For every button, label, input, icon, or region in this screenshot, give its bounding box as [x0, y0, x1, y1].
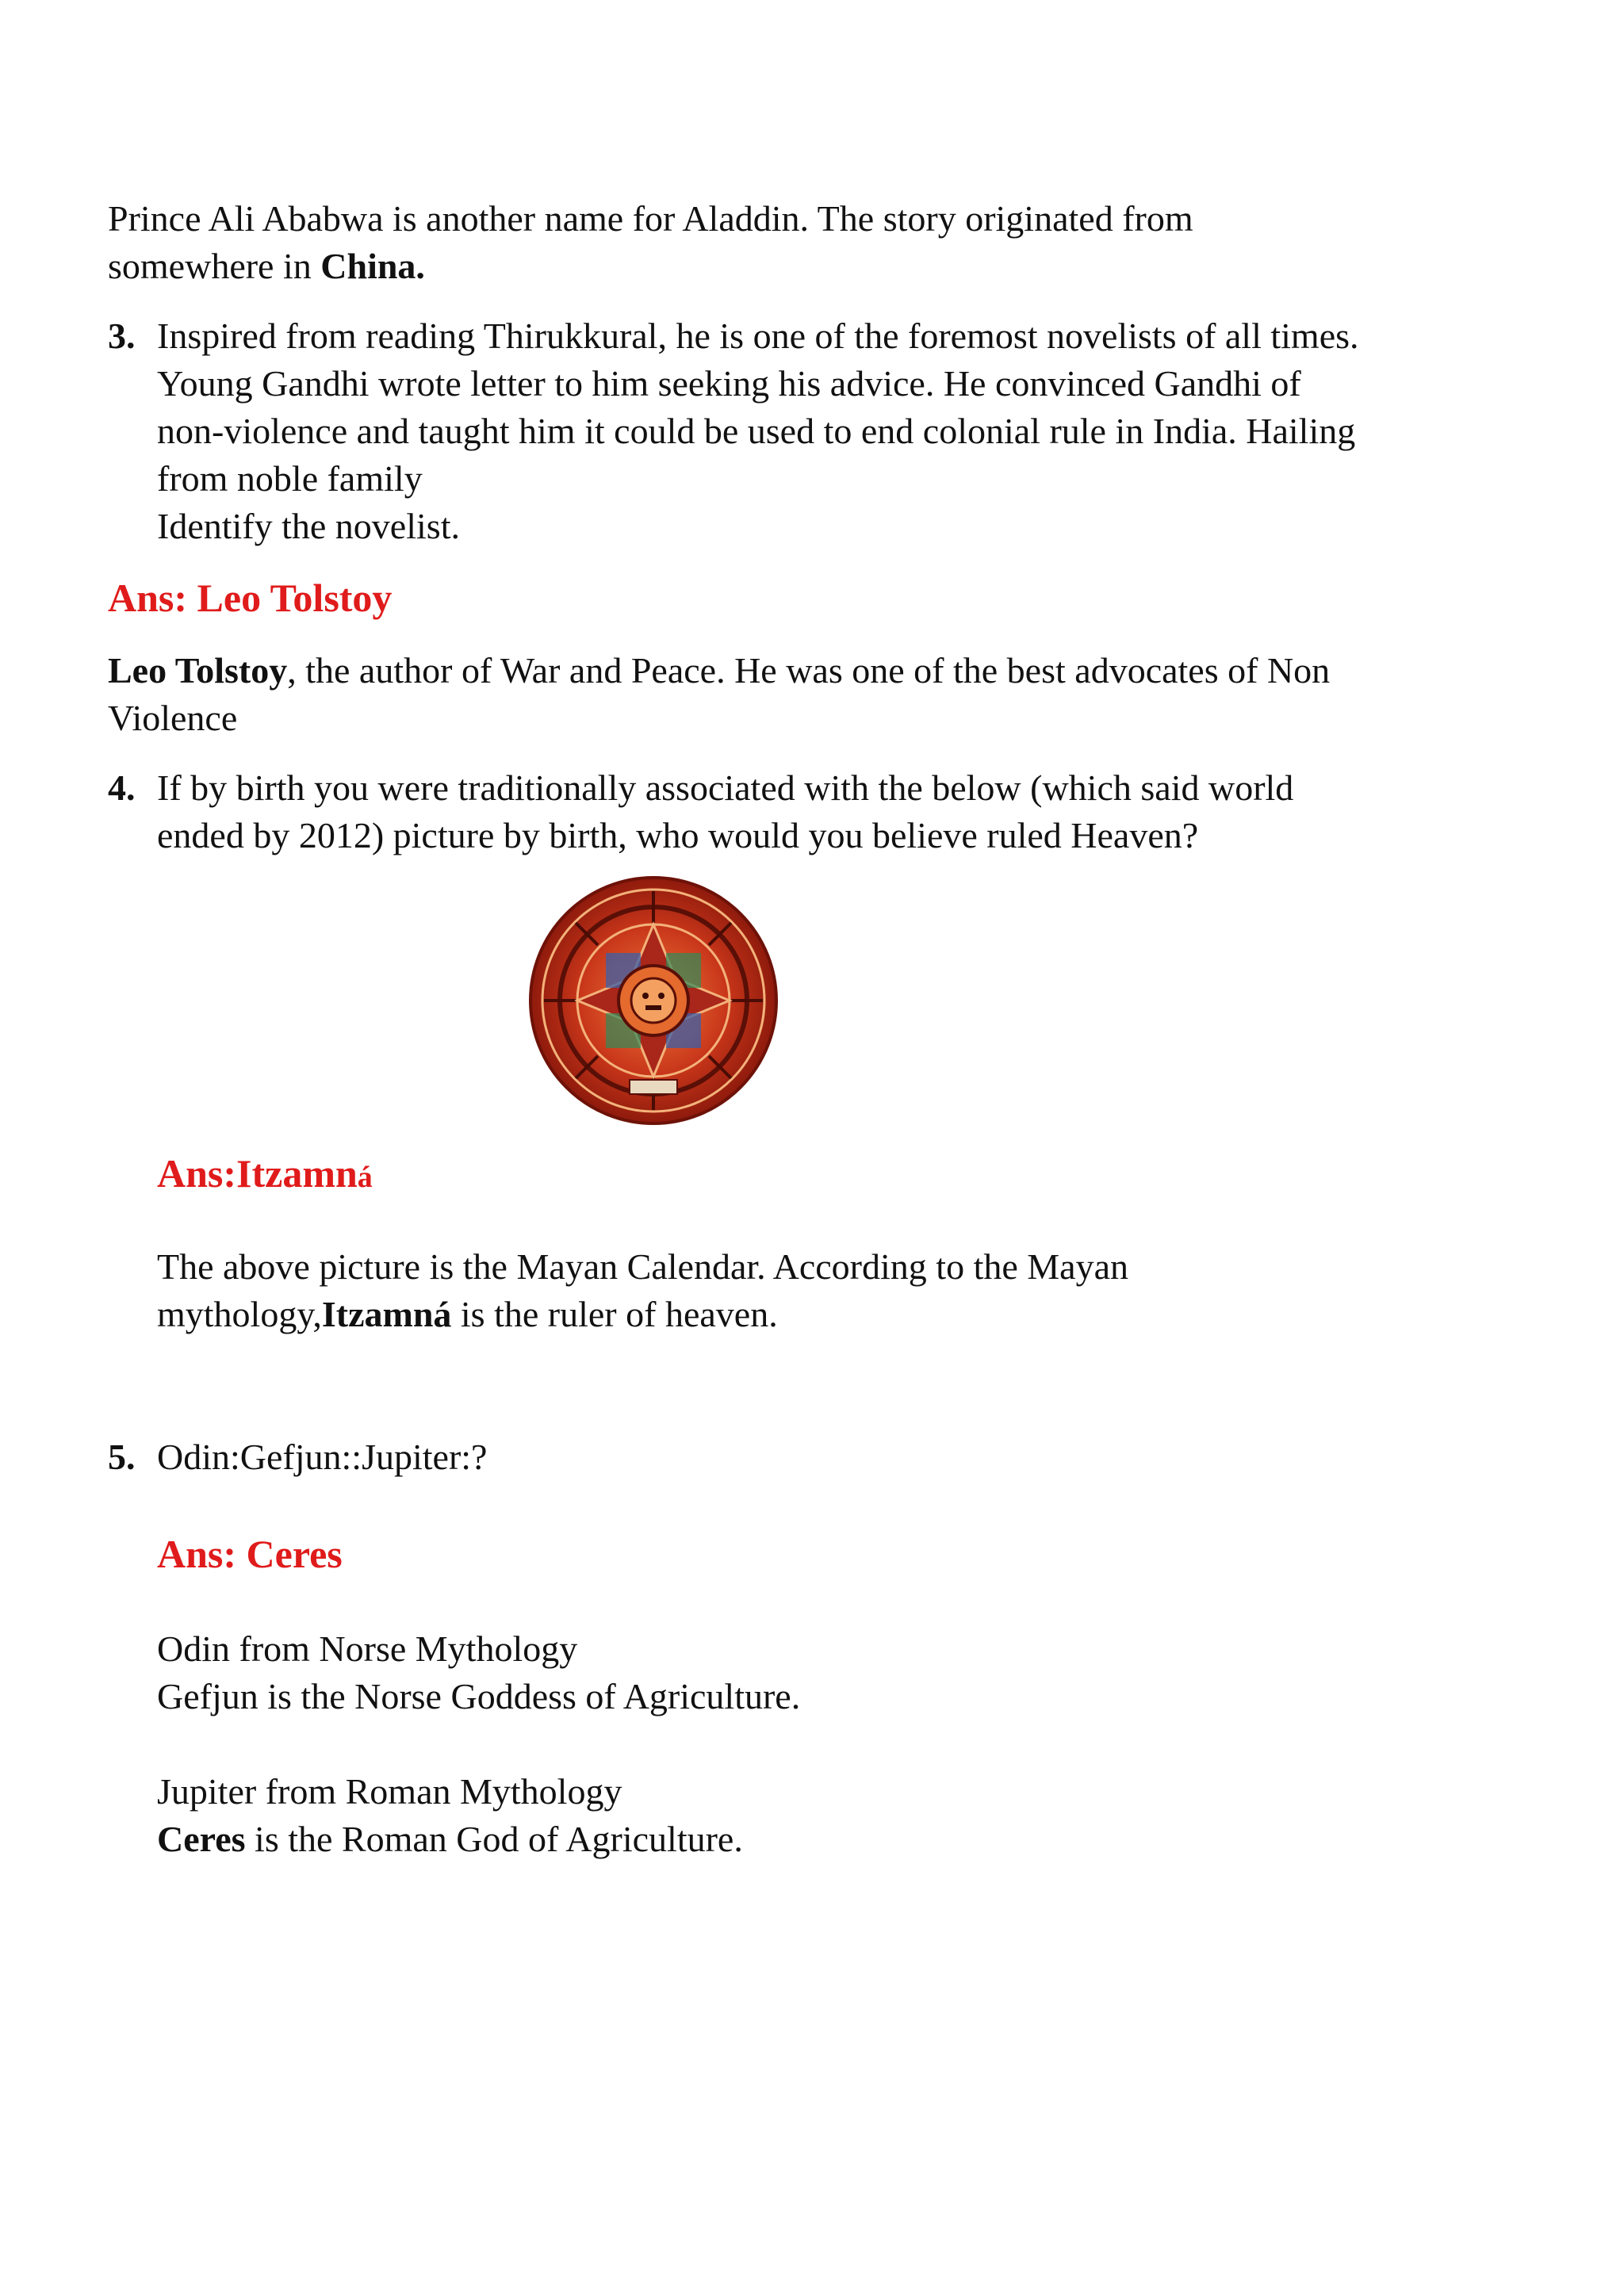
- question-3-number: 3.: [108, 316, 136, 356]
- explanation-5-post: is the Roman God of Agriculture.: [245, 1819, 743, 1859]
- intro-line-2: [108, 243, 425, 290]
- explanation-5-line-1: Odin from Norse Mythology: [157, 1628, 578, 1669]
- question-4-line-1: If by birth you were traditionally associated with the below (which said world: [157, 767, 1294, 808]
- question-5-text: Odin:Gefjun::Jupiter:?: [157, 1437, 488, 1477]
- question-4-line-2: ended by 2012) picture by birth, who would you believe ruled Heaven?: [157, 815, 1199, 855]
- intro-line-1: Prince Ali Ababwa is another name for Aladdin. The story originated from: [108, 198, 1193, 239]
- explanation-3-bold: Leo Tolstoy: [108, 650, 288, 691]
- answer-3: Ans: Leo Tolstoy: [108, 576, 393, 620]
- explanation-4-line-2: [157, 1291, 778, 1338]
- question-3-line-4: from noble family: [157, 458, 423, 499]
- explanation-5-line-2: Gefjun is the Norse Goddess of Agriculture.: [157, 1676, 801, 1716]
- answer-4-accent: á: [357, 1161, 373, 1194]
- answer-4-main: Ans:Itzamn: [157, 1151, 358, 1196]
- question-3-line-2: Young Gandhi wrote letter to him seeking his advice. He convinced Gandhi of: [157, 363, 1301, 404]
- mayan-calendar-image: [528, 875, 779, 1126]
- explanation-4-line-1: The above picture is the Mayan Calendar. According to the Mayan: [157, 1246, 1128, 1287]
- explanation-3-line-1: [108, 647, 1330, 695]
- question-5-number: 5.: [108, 1437, 136, 1477]
- explanation-3-text: , the author of War and Peace. He was one of the best advocates of Non: [287, 650, 1331, 691]
- intro-china: China.: [320, 246, 425, 286]
- explanation-3-line-2: Violence: [108, 698, 238, 738]
- answer-5: Ans: Ceres: [157, 1532, 343, 1576]
- question-3-line-5: Identify the novelist.: [157, 506, 460, 546]
- question-3-line-1: Inspired from reading Thirukkural, he is one of the foremost novelists of all times.: [157, 316, 1359, 356]
- explanation-5-line-4: [157, 1816, 743, 1863]
- intro-line-2-text: somewhere in: [108, 246, 321, 286]
- explanation-4-post: is the ruler of heaven.: [451, 1294, 778, 1334]
- answer-4: [157, 1148, 373, 1203]
- explanation-5-line-3: Jupiter from Roman Mythology: [157, 1771, 622, 1812]
- explanation-5-bold: Ceres: [157, 1819, 246, 1859]
- question-3-line-3: non-violence and taught him it could be used to end colonial rule in India. Hailing: [157, 411, 1356, 451]
- explanation-4-pre: mythology,: [157, 1294, 322, 1334]
- question-4-number: 4.: [108, 767, 136, 808]
- explanation-4-bold: Itzamná: [321, 1294, 452, 1334]
